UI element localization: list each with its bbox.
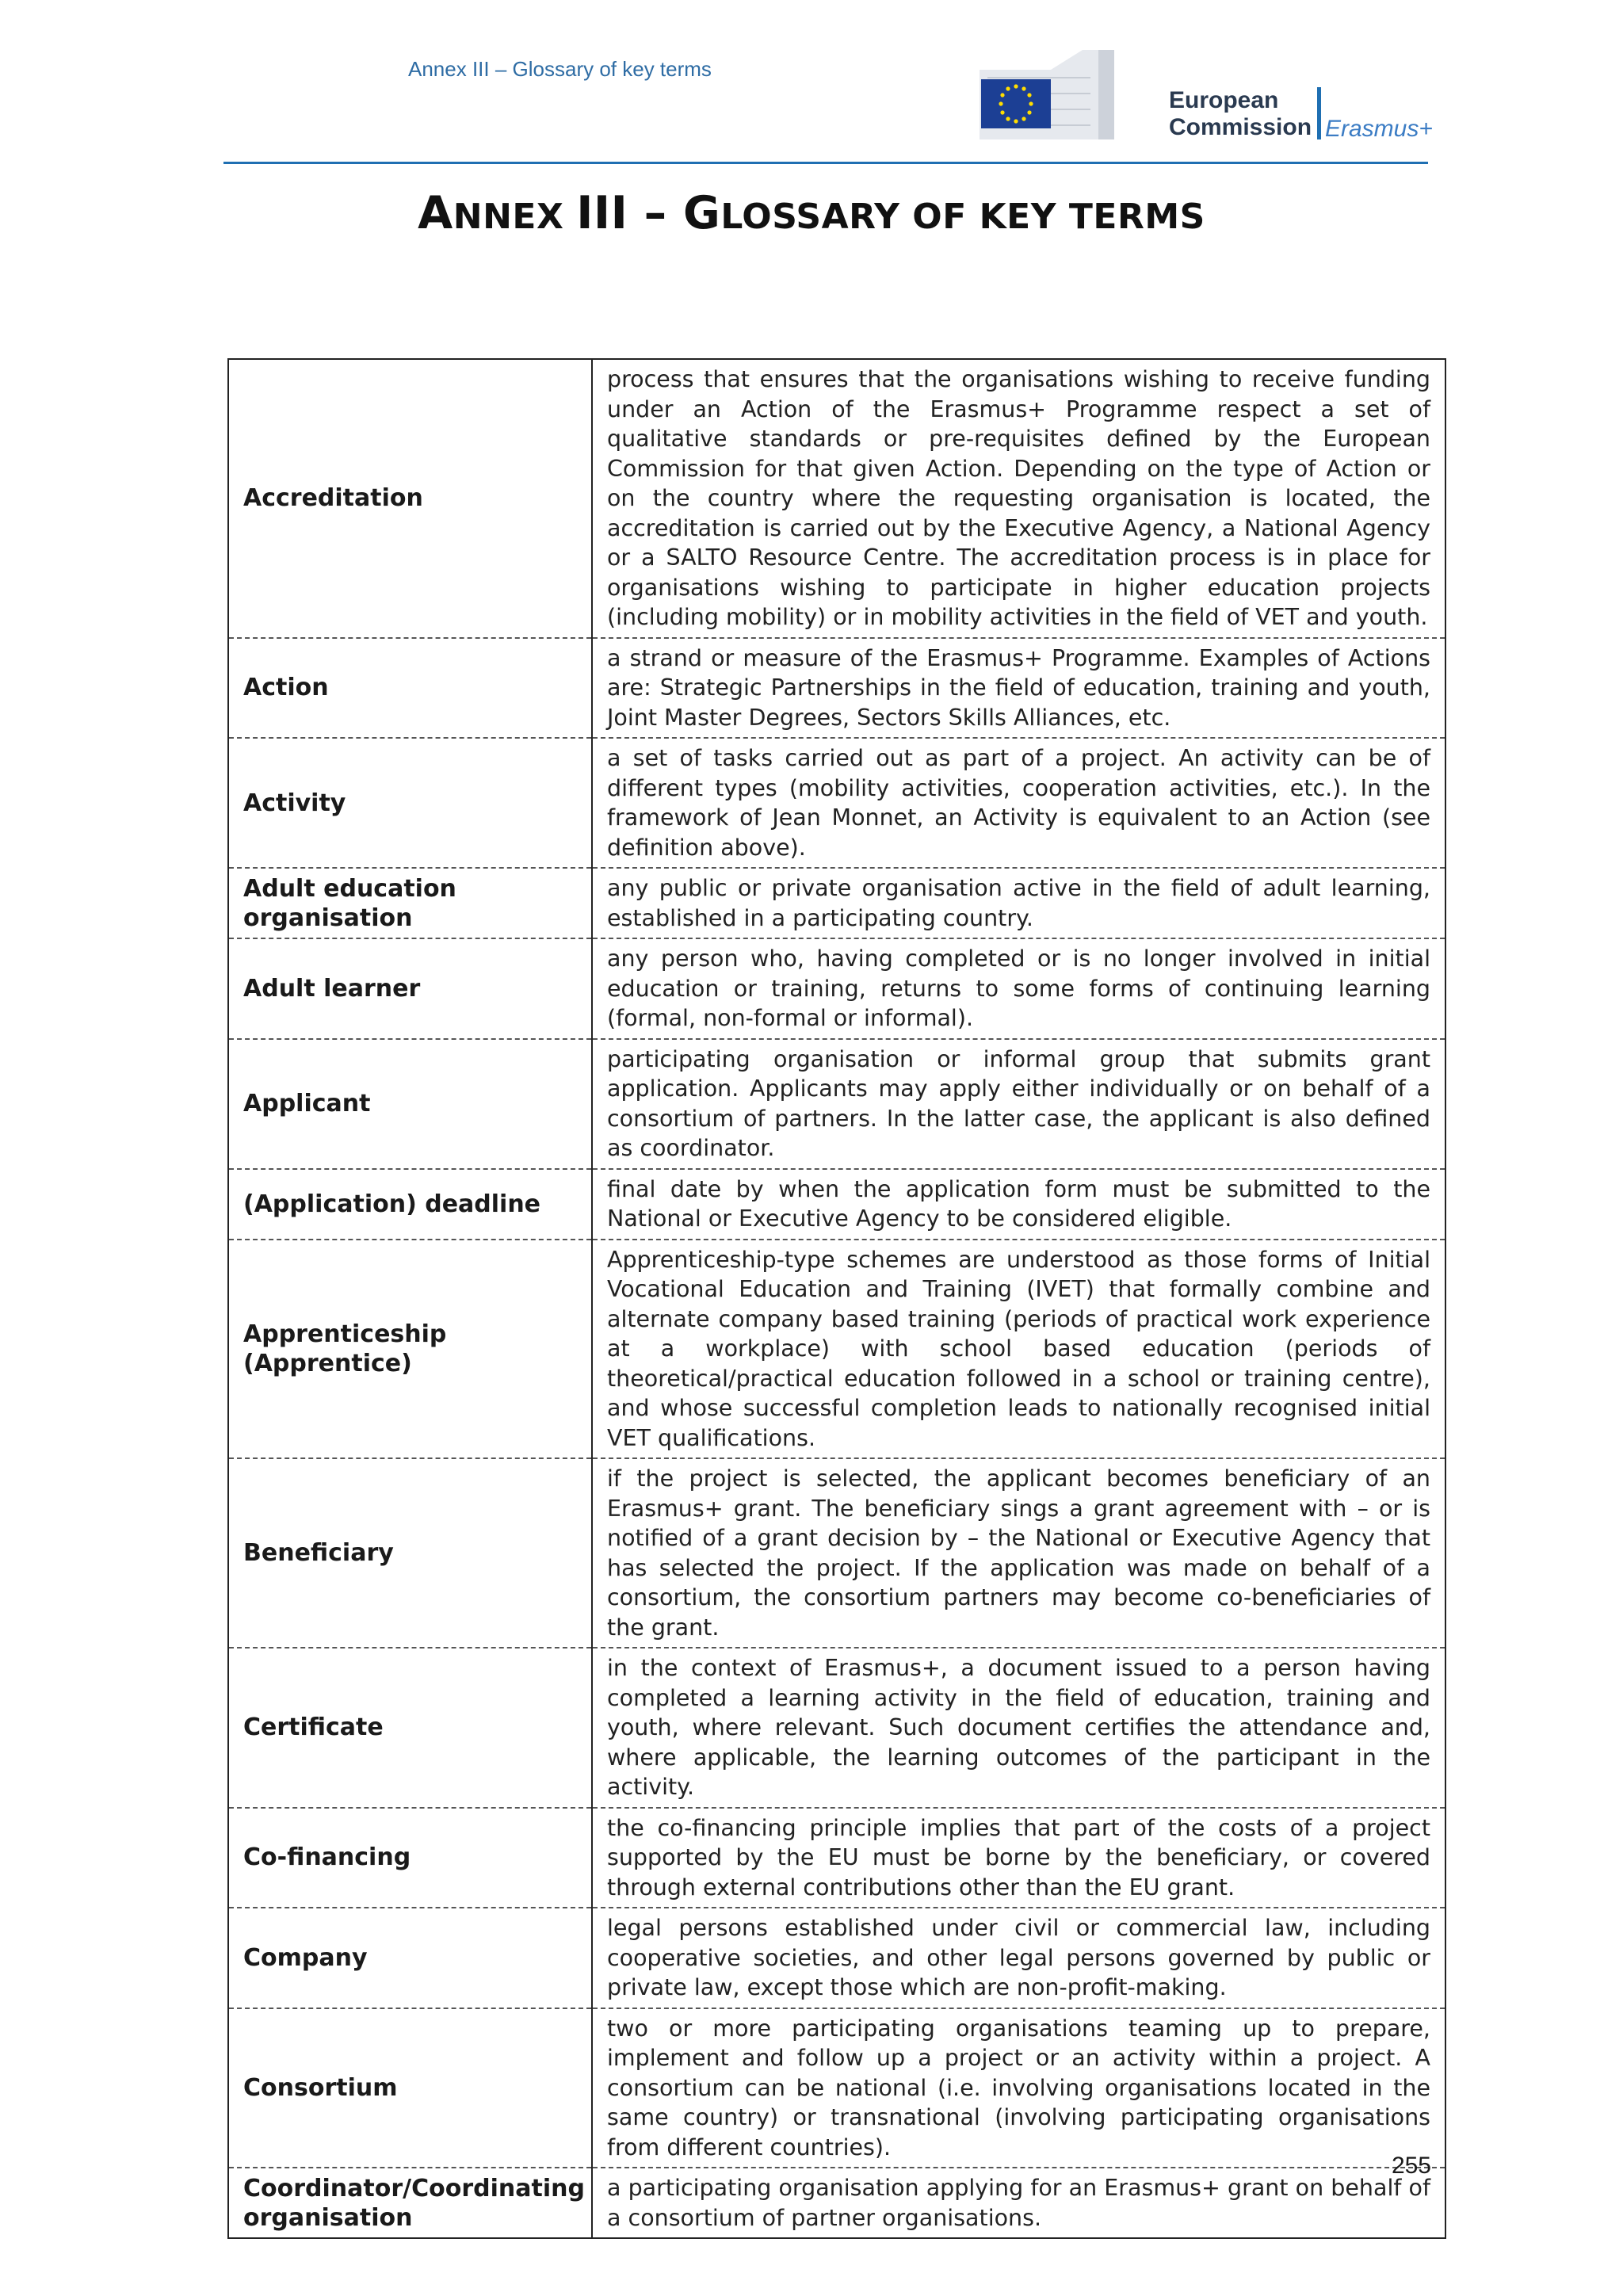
- glossary-definition: two or more participating organisations teaming up to prepare, implement and follow up a project or an activity within a project. A consortium can be national (i.e. involving organisations located in the same country) or transnational (involving participating organisations from different countries).: [592, 2008, 1445, 2168]
- glossary-term: Adult learner: [228, 938, 592, 1039]
- glossary-term: Co-financing: [228, 1808, 592, 1908]
- glossary-definition: in the context of Erasmus+, a document issued to a person having completed a learning activity in the field of education, training and youth, where relevant. Such document certifies the attendance and, where applicable, the learning outcomes of the participant in the activity.: [592, 1648, 1445, 1808]
- glossary-row: [228, 1169, 1445, 1240]
- glossary-term: Consortium: [228, 2008, 592, 2168]
- glossary-term: Certificate: [228, 1648, 592, 1808]
- glossary-row: [228, 868, 1445, 938]
- glossary-row: [228, 1648, 1445, 1808]
- glossary-row: [228, 1240, 1445, 1459]
- logo-line-commission: Commission: [1169, 114, 1312, 140]
- glossary-definition: Apprenticeship-type schemes are understood as those forms of Initial Vocational Education and Training (IVET) that formally combine and alternate company based training (periods of practical work experience at a workplace) with school based education (periods of theoretical/practical education followed in a school or training centre), and whose successful completion leads to nationally recognised initial VET qualifications.: [592, 1240, 1445, 1459]
- glossary-definition: if the project is selected, the applicant becomes beneficiary of an Erasmus+ grant. The beneficiary sings a grant agreement with – or is notified of a grant decision by – the National or Executive Agency that has selected the project. If the application was made on behalf of a consortium, the consortium partners may become co-beneficiaries of the grant.: [592, 1458, 1445, 1648]
- glossary-row: [228, 2168, 1445, 2238]
- glossary-definition: a participating organisation applying for an Erasmus+ grant on behalf of a consortium of partner organisations.: [607, 2175, 1430, 2231]
- glossary-term: Action: [228, 638, 592, 739]
- glossary-definition: a set of tasks carried out as part of a project. An activity can be of different types (mobility activities, cooperation activities, etc.). In the framework of Jean Monnet, an Activity is equivalent to an Action (see definition above).: [592, 738, 1445, 868]
- logo-line-european: European: [1169, 87, 1279, 113]
- glossary-row: [228, 1458, 1445, 1648]
- glossary-definition: any public or private organisation active in the field of adult learning, established in a participating country.: [592, 868, 1445, 938]
- glossary-term: Applicant: [228, 1039, 592, 1169]
- glossary-definition: final date by when the application form must be submitted to the National or Executive Agency to be considered eligible.: [592, 1169, 1445, 1240]
- glossary-definition: participating organisation or informal group that submits grant application. Applicants may apply either individually or on behalf of a consortium of partners. In the latter case, the applicant is also defined as coordinator.: [592, 1039, 1445, 1169]
- glossary-definition: a strand or measure of the Erasmus+ Programme. Examples of Actions are: Strategic Partnerships in the field of education, training and youth, Joint Master Degrees, Sectors Skills Alliances, etc.: [592, 638, 1445, 739]
- glossary-term: Accreditation: [228, 359, 592, 638]
- glossary-term: Adult education organisation: [228, 868, 592, 938]
- glossary-row: [228, 738, 1445, 868]
- glossary-definition: the co-financing principle implies that part of the costs of a project supported by the EU must be borne by the beneficiary, or covered through external contributions other than the EU grant.: [592, 1808, 1445, 1908]
- page-title: ANNEX III – GLOSSARY OF KEY TERMS: [418, 187, 1205, 239]
- glossary-row: [228, 938, 1445, 1039]
- glossary-row: [228, 359, 1445, 638]
- running-title: Annex III – Glossary of key terms: [408, 57, 712, 81]
- glossary-term: Coordinator/Coordinating organisation: [228, 2168, 592, 2238]
- glossary-term: Activity: [228, 738, 592, 868]
- glossary-definition: process that ensures that the organisations wishing to receive funding under an Action of the Erasmus+ Programme respect a set of qualitative standards or pre-requisites defined by the European Commission for that given Action. Depending on the type of Action or on the country where the requesting organisation is located, the accreditation is carried out by the Executive Agency, a National Agency or a SALTO Resource Centre. The accreditation process is in place for organisations wishing to participate in higher education projects (including mobility) or in mobility activities in the field of VET and youth.: [592, 359, 1445, 638]
- glossary-term: Beneficiary: [228, 1458, 592, 1648]
- glossary-row: [228, 638, 1445, 739]
- erasmus-plus-logo: Erasmus+: [1325, 116, 1433, 142]
- glossary-term: Company: [228, 1908, 592, 2008]
- page-number: 255: [1391, 2153, 1431, 2179]
- glossary-row: [228, 1908, 1445, 2008]
- glossary-term: (Application) deadline: [228, 1169, 592, 1240]
- glossary-table: [227, 358, 1446, 2239]
- glossary-row: [228, 1039, 1445, 1169]
- glossary-definition: any person who, having completed or is no longer involved in initial education or training, returns to some forms of continuing learning (formal, non-formal or informal).: [592, 938, 1445, 1039]
- glossary-row: [228, 2008, 1445, 2168]
- glossary-definition: legal persons established under civil or commercial law, including cooperative societies, and other legal persons governed by public or private law, except those which are non-profit-making.: [592, 1908, 1445, 2008]
- glossary-term: Apprenticeship (Apprentice): [228, 1240, 592, 1459]
- glossary-row: [228, 1808, 1445, 1908]
